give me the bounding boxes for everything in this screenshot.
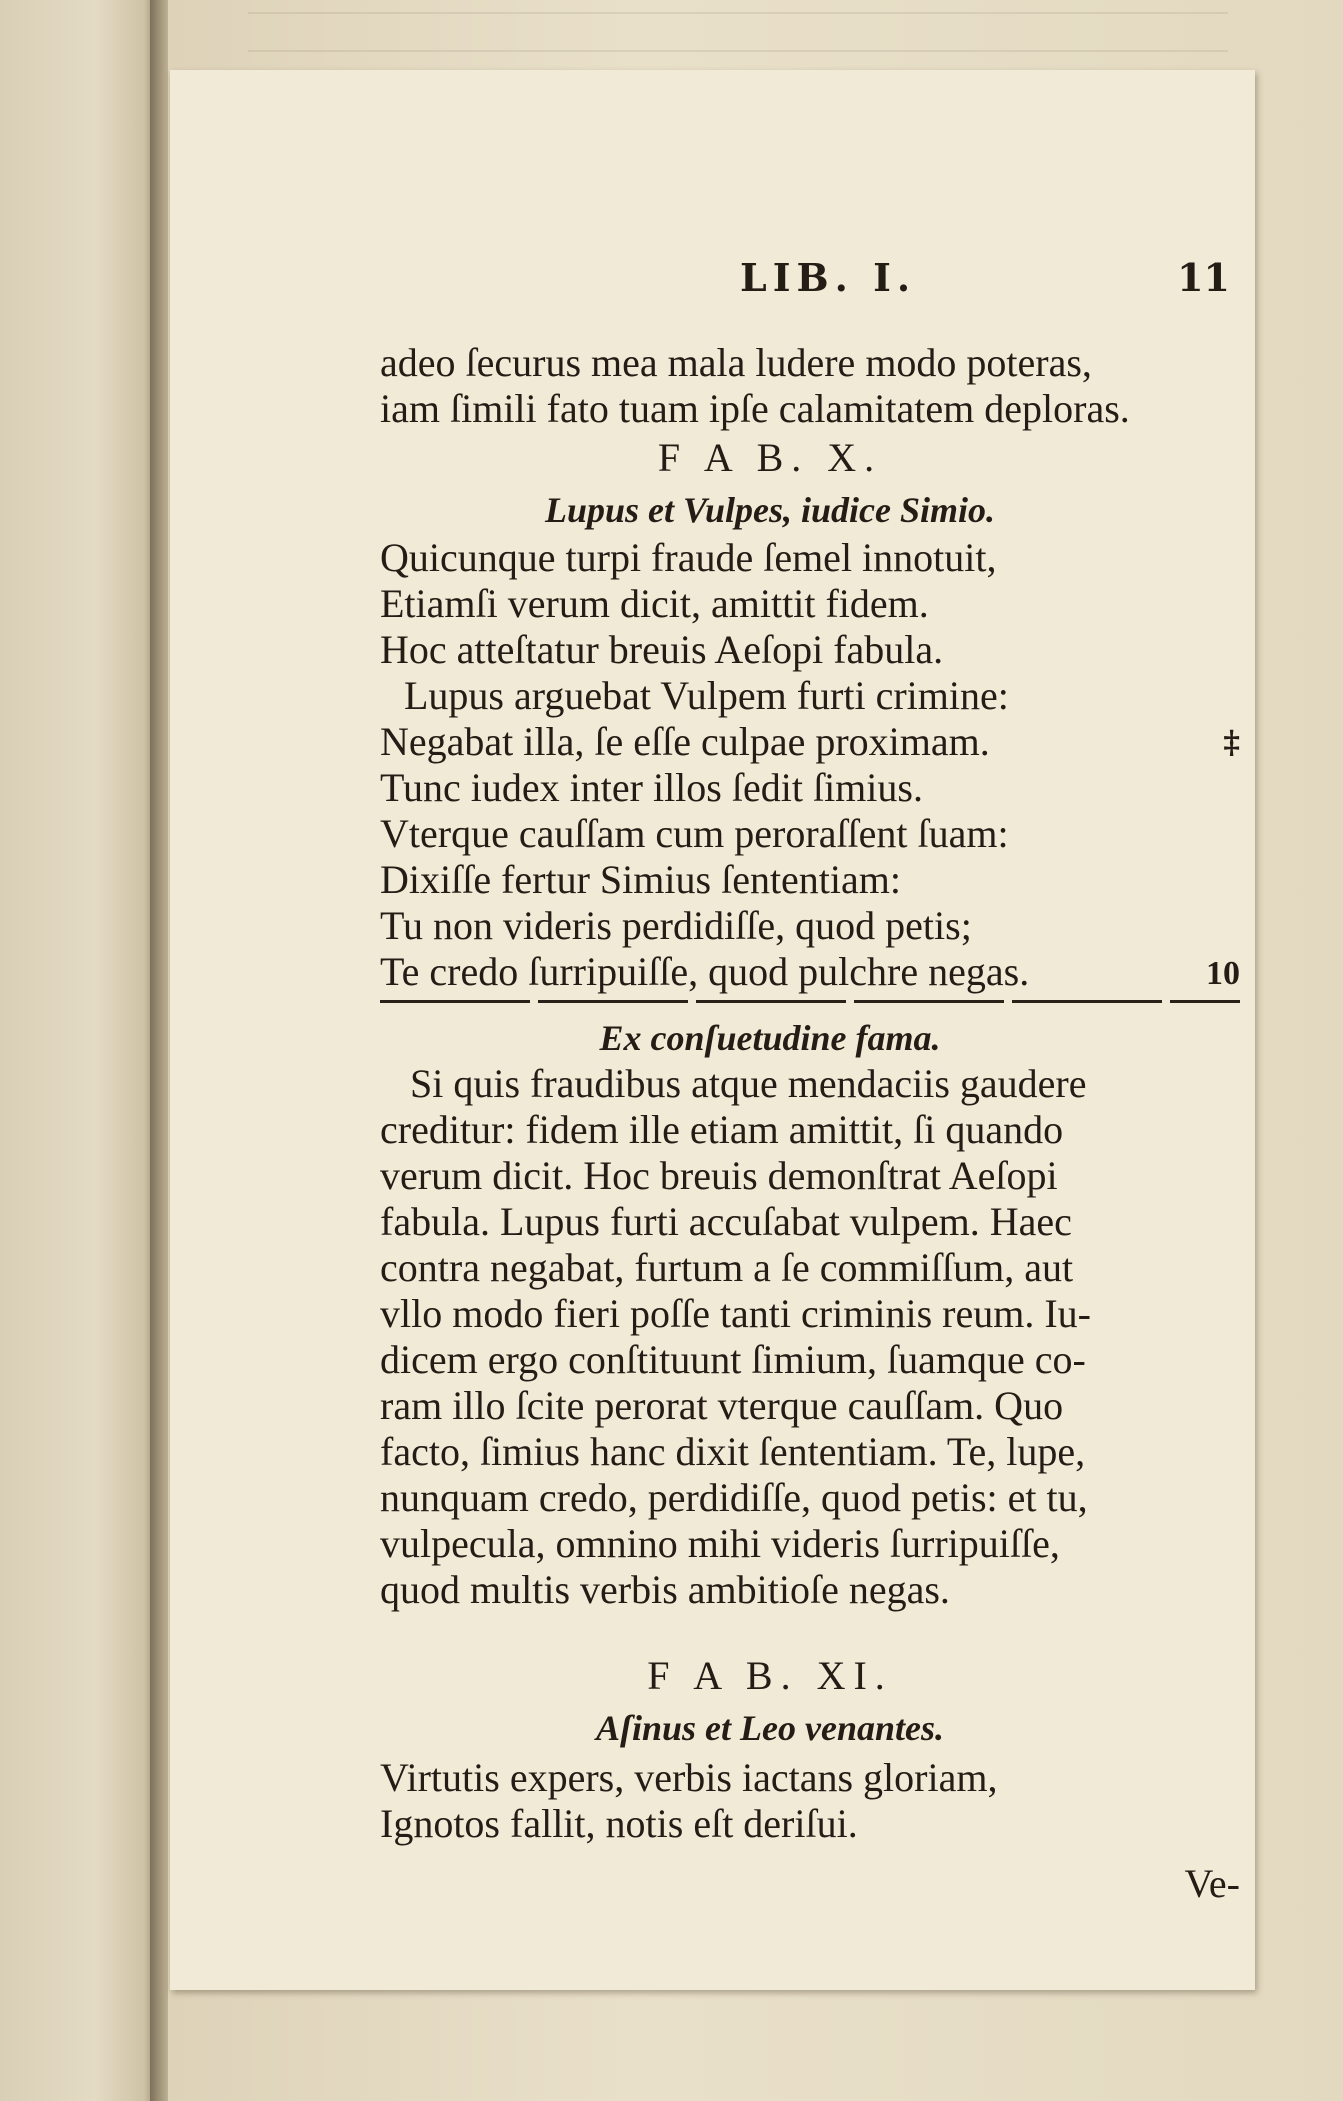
running-header [380,255,1240,309]
prose-line: creditur: fidem ille etiam amittit, ſi quando [380,1107,1064,1152]
section-rule [380,1000,1240,1003]
verse-line: Etiamſi verum dicit, amittit fidem. [380,581,929,626]
fable-title: Aſinus et Leo venantes. [596,1708,944,1748]
page-number: 11 [1177,255,1230,300]
verse-line: Hoc atteſtatur breuis Aeſopi fabula. [380,627,944,672]
fable-heading: F A B. X. [657,435,883,480]
fable-heading: F A B. XI. [647,1653,893,1698]
prose-line: vulpecula, omnino mihi videris ſurripuiſſe, [380,1521,1060,1566]
verse-line: Lupus arguebat Vulpem furti crimine: [404,673,1009,718]
verse-line: Quicunque turpi fraude ſemel innotuit, [380,535,997,580]
prose-title: Ex conſuetudine fama. [599,1018,941,1058]
verse-line: Negabat illa, ſe eſſe culpae proximam. [380,719,990,764]
verse-line: Tu non videris perdidiſſe, quod petis; [380,903,972,948]
verse-line: Virtutis expers, verbis iactans gloriam, [380,1755,998,1800]
prose-line: nunquam credo, perdidiſſe, quod petis: et tu, [380,1475,1088,1520]
running-title: LIB. I. [740,255,917,300]
bleed-through-line [248,12,1228,14]
bleed-through-line [248,50,1228,52]
verse-line: Dixiſſe fertur Simius ſententiam: [380,857,902,902]
prose-line: ram illo ſcite perorat vterque cauſſam. Quo [380,1383,1064,1428]
facing-page-edge [0,0,160,2101]
book-page [170,70,1255,1990]
margin-mark-icon: ‡ [1223,723,1240,761]
prose-line: quod multis verbis ambitioſe negas. [380,1567,950,1612]
prose-line: fabula. Lupus furti accuſabat vulpem. Haec [380,1199,1072,1244]
verse-line: Vterque cauſſam cum peroraſſent ſuam: [380,811,1009,856]
prose-line: dicem ergo conſtituunt ſimium, ſuamque co- [380,1337,1086,1382]
verse-line: Te credo ſurripuiſſe, quod pulchre negas. [380,949,1030,994]
text-line: iam ſimili fato tuam ipſe calamitatem deploras. [380,386,1130,431]
verse-line: Tunc iudex inter illos ſedit ſimius. [380,765,923,810]
verse-line: Ignotos fallit, notis eſt deriſui. [380,1801,858,1846]
verse-number: 10 [1206,955,1240,992]
prose-line: Si quis fraudibus atque mendaciis gaudere [410,1061,1087,1106]
prose-line: contra negabat, furtum a ſe commiſſum, aut [380,1245,1074,1290]
prose-line: facto, ſimius hanc dixit ſententiam. Te, lupe, [380,1429,1086,1474]
catchword: Ve- [1184,1861,1240,1906]
fable-title: Lupus et Vulpes, iudice Simio. [544,490,996,530]
text-line: adeo ſecurus mea mala ludere modo poteras, [380,340,1092,385]
prose-line: vllo modo fieri poſſe tanti criminis reum. Iu- [380,1291,1091,1336]
prose-line: verum dicit. Hoc breuis demonſtrat Aeſopi [380,1153,1058,1198]
